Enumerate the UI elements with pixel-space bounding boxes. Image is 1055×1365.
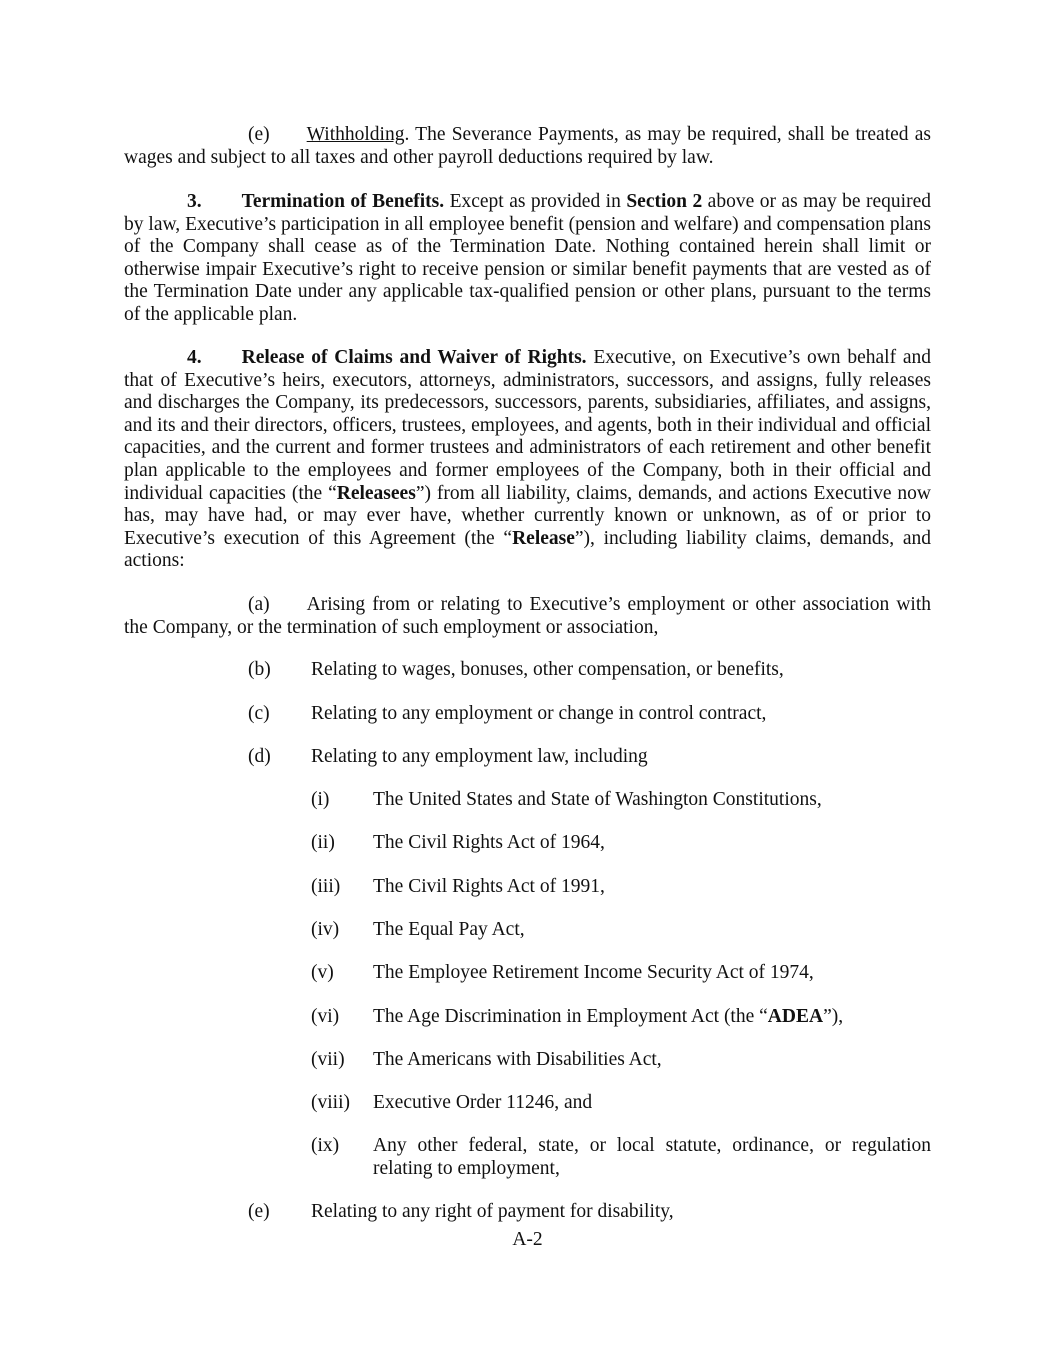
section-3-heading: Termination of Benefits. [241, 191, 445, 212]
section-3-termination-of-benefits [124, 191, 931, 327]
sub-item-marker: (v) [311, 962, 334, 983]
sub-item-marker: (vi) [311, 1006, 340, 1027]
section-4-heading: Release of Claims and Waiver of Rights. [241, 347, 587, 368]
section-4-release-of-claims [124, 347, 931, 573]
sub-item-text: The Civil Rights Act of 1991, [373, 876, 605, 897]
sub-item-text: Any other federal, state, or local statute, ordinance, or regulation relating to employment, [373, 1135, 931, 1179]
release-term: Release [512, 527, 575, 549]
withholding-text: . The Severance Payments, as may be required, shall be treated as wages and subject to all taxes and other payroll deductions required by law. [124, 124, 931, 168]
page-number: A-2 [512, 1229, 543, 1250]
item-e-marker: (e) [248, 1201, 270, 1222]
sub-item-text: The Americans with Disabilities Act, [373, 1049, 662, 1070]
section-2-reference: Section 2 [626, 191, 703, 212]
sub-item-marker: (ix) [311, 1135, 340, 1156]
item-c-text: Relating to any employment or change in control contract, [311, 703, 767, 724]
sub-item-ix [311, 1135, 931, 1180]
item-a-marker: (a) [248, 594, 270, 615]
sub-item-text: The Civil Rights Act of 1964, [373, 832, 605, 853]
sub-item-marker: (iii) [311, 876, 341, 897]
releasees-term: Releasees [336, 482, 416, 504]
para-e-marker: (e) [248, 124, 270, 145]
item-a [124, 594, 931, 639]
sub-item-text: The Equal Pay Act, [373, 919, 525, 940]
section-4-number: 4. [187, 347, 202, 368]
section-3-number: 3. [187, 191, 202, 212]
section-3-text-2: above or as may be required by law, Executive’s participation in all employee benefit (pension and welfare) and compensation plans of the Company shall cease as of the Termination Date. Nothing contained herein shall limit or otherwise impair Executive’s right to receive pension or similar benefit payments that are vested as of the Termination Date under any applicable tax-qualified pension or other plans, pursuant to the terms of the applicable plan. [124, 191, 931, 325]
adea-term: ADEA [767, 1006, 824, 1027]
paragraph-withholding [124, 124, 931, 169]
sub-item-marker: (iv) [311, 919, 340, 940]
sub-item-text [373, 1006, 843, 1029]
section-4-text-2: ”) from all liability, claims, demands, and actions Executive now has, may have had, or may ever have, whether currently known or unknown, as of or prior to Executive’s execution of this Agreement (the “ [124, 482, 932, 549]
sub-item-text: The Employee Retirement Income Security Act of 1974, [373, 962, 814, 983]
withholding-heading: Withholding [306, 124, 405, 145]
sub-item-marker: (ii) [311, 832, 335, 853]
adea-text-2: ”), [823, 1006, 844, 1027]
sub-item-marker: (vii) [311, 1049, 345, 1070]
item-d-text: Relating to any employment law, including [311, 746, 648, 767]
sub-item-text: The United States and State of Washington Constitutions, [373, 789, 822, 810]
item-b-text: Relating to wages, bonuses, other compensation, or benefits, [311, 659, 784, 680]
section-4-text-3: ”), including liability claims, demands, and actions: [124, 527, 931, 572]
sub-item-text: Executive Order 11246, and [373, 1092, 593, 1113]
item-c-marker: (c) [248, 703, 270, 724]
sub-item-marker: (viii) [311, 1092, 350, 1113]
section-3-text-1: Except as provided in [444, 191, 627, 212]
item-e-text: Relating to any right of payment for disability, [311, 1201, 674, 1222]
adea-text-1: The Age Discrimination in Employment Act (the “ [373, 1006, 768, 1027]
item-a-text: Arising from or relating to Executive’s employment or other association with the Company, or the termination of such employment or association, [124, 594, 931, 638]
sub-item-marker: (i) [311, 789, 330, 810]
item-d-marker: (d) [248, 746, 271, 767]
item-b-marker: (b) [248, 659, 271, 680]
section-4-text-1: Executive, on Executive’s own behalf and that of Executive’s heirs, executors, attorneys, administrators, successors, and assigns, fully releases and discharges the Company, its predecessors, successors, parents, subsidiaries, affiliates, and assigns, and its and their directors, officers, trustees, employees, and agents, both in their individual and official capacities, and the current and former trustees and administrators of each retirement and other benefit plan applicable to the employees and former employees of the Company, both in their official and individual capacities (the “ [124, 347, 931, 504]
